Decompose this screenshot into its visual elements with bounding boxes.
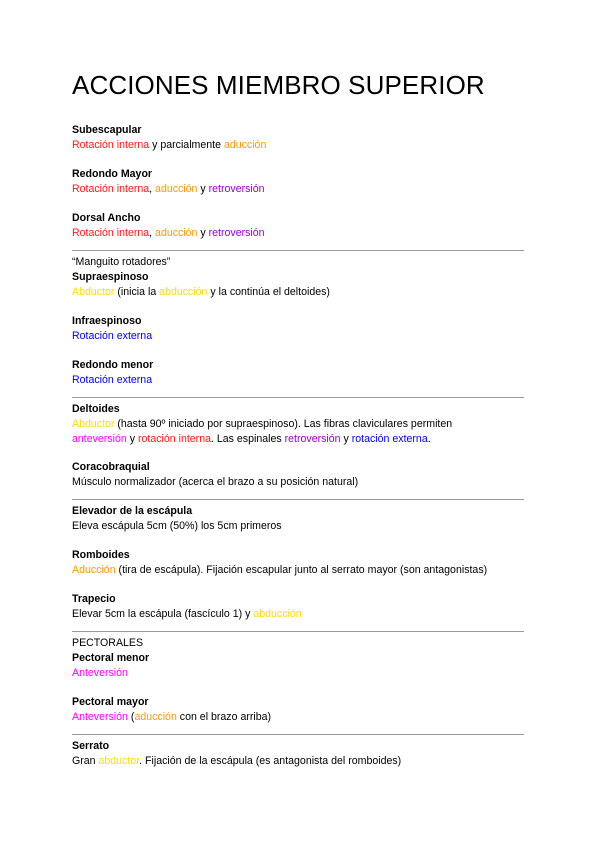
section-manguito	[72, 255, 528, 300]
section-serrato	[72, 739, 528, 769]
muscle-action	[72, 754, 528, 769]
action-text: ,	[149, 183, 156, 195]
muscle-name: Romboides	[72, 549, 130, 561]
section-elevador	[72, 504, 528, 534]
action-text: y	[197, 227, 209, 239]
action-term: Rotación interna	[72, 227, 150, 239]
action-text: y	[126, 433, 138, 445]
section-infraespinoso	[72, 314, 528, 344]
section-subescapular	[72, 123, 528, 153]
divider	[72, 250, 524, 251]
action-term: abducción	[253, 608, 302, 620]
section-pectoral-mayor	[72, 695, 528, 725]
divider	[72, 631, 524, 632]
muscle-action: Eleva escápula 5cm (50%) los 5cm primeros	[72, 520, 282, 532]
action-text: . Fijación de la escápula (es antagonista del romboides)	[139, 755, 402, 767]
action-term: Abductor	[72, 418, 115, 430]
muscle-name: Supraespinoso	[72, 271, 149, 283]
action-term: aducción	[155, 183, 198, 195]
divider	[72, 734, 524, 735]
action-text: y parcialmente	[149, 139, 224, 151]
divider	[72, 397, 524, 398]
muscle-action	[72, 285, 528, 300]
muscle-action	[72, 226, 528, 241]
action-text: (hasta 90º iniciado por supraespinoso). Las fibras claviculares permiten	[114, 418, 453, 430]
action-text: .	[427, 433, 431, 445]
action-text: Gran	[72, 755, 99, 767]
action-term: Rotación interna	[72, 139, 150, 151]
muscle-action: Músculo normalizador (acerca el brazo a su posición natural)	[72, 476, 359, 488]
divider	[72, 499, 524, 500]
action-text: con el brazo arriba)	[176, 711, 272, 723]
section-pectorales	[72, 636, 528, 681]
action-term: rotación interna	[137, 433, 211, 445]
muscle-action: Rotación externa	[72, 330, 153, 342]
muscle-name: Elevador de la escápula	[72, 505, 193, 517]
muscle-name: Redondo Mayor	[72, 168, 153, 180]
section-romboides	[72, 548, 528, 578]
action-term: aducción	[134, 711, 177, 723]
section-deltoides	[72, 402, 528, 447]
section-trapecio	[72, 592, 528, 622]
muscle-name: Pectoral menor	[72, 652, 150, 664]
action-text: (tira de escápula). Fijación escapular junto al serrato mayor (son antagonistas)	[115, 564, 488, 576]
muscle-name: Redondo menor	[72, 359, 154, 371]
page-title: ACCIONES MIEMBRO SUPERIOR	[72, 70, 485, 100]
muscle-name: Infraespinoso	[72, 315, 142, 327]
muscle-action	[72, 417, 528, 432]
section-dorsal-ancho	[72, 211, 528, 241]
action-term: Aducción	[72, 564, 116, 576]
action-text: Elevar 5cm la escápula (fascículo 1) y	[72, 608, 254, 620]
muscle-action	[72, 563, 528, 578]
section-redondo-menor	[72, 358, 528, 388]
action-term: retroversión	[284, 433, 341, 445]
action-term: rotación externa	[351, 433, 428, 445]
group-label: PECTORALES	[72, 637, 144, 649]
muscle-action: Rotación externa	[72, 374, 153, 386]
action-term: aducción	[155, 227, 198, 239]
action-term: retroversión	[208, 183, 265, 195]
muscle-name: Pectoral mayor	[72, 696, 149, 708]
group-label: “Manguito rotadores”	[72, 256, 171, 268]
muscle-name: Subescapular	[72, 124, 142, 136]
section-redondo-mayor	[72, 167, 528, 197]
action-term: Abductor	[72, 286, 115, 298]
action-text: y	[197, 183, 209, 195]
muscle-name: Coracobraquial	[72, 461, 150, 473]
action-text: (inicia la	[114, 286, 160, 298]
muscle-name: Deltoides	[72, 403, 120, 415]
action-term: Anteversión	[72, 711, 128, 723]
action-term: aducción	[223, 139, 267, 151]
muscle-action	[72, 607, 528, 622]
action-term: abductor	[98, 755, 140, 767]
action-text: ,	[149, 227, 156, 239]
action-text: y la continúa el deltoides)	[207, 286, 330, 298]
action-term: abducción	[159, 286, 208, 298]
muscle-name: Serrato	[72, 740, 110, 752]
action-text: (	[127, 711, 135, 723]
muscle-action: Anteversión	[72, 667, 128, 679]
action-text: y	[340, 433, 352, 445]
action-term: Rotación interna	[72, 183, 150, 195]
action-term: retroversión	[208, 227, 265, 239]
muscle-action	[72, 710, 528, 725]
muscle-name: Trapecio	[72, 593, 116, 605]
muscle-action	[72, 138, 528, 153]
action-term: anteversión	[72, 433, 127, 445]
muscle-action	[72, 432, 528, 447]
section-coracobraquial	[72, 460, 528, 490]
muscle-action	[72, 182, 528, 197]
action-text: . Las espinales	[211, 433, 285, 445]
muscle-name: Dorsal Ancho	[72, 212, 141, 224]
